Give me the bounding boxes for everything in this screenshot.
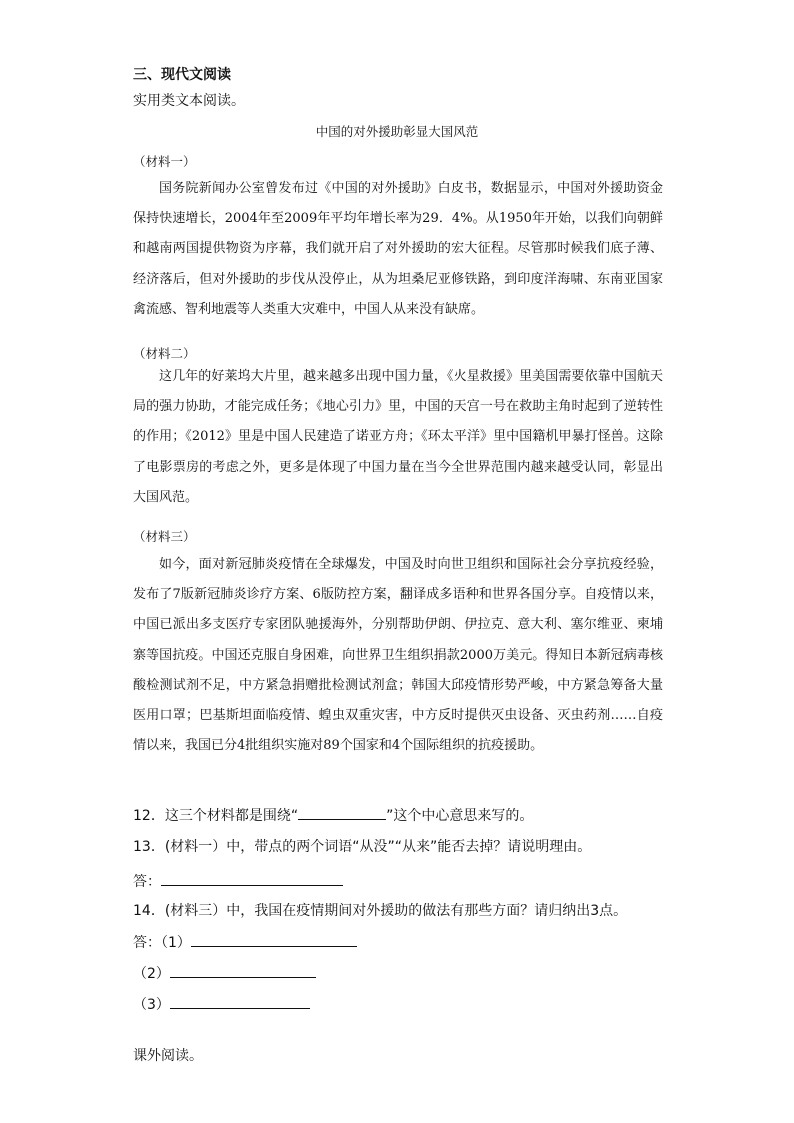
question-13-answer [133,870,343,891]
material-3-label: （材料三） [133,529,196,544]
question-13-answer-label: 答： [133,874,161,890]
material-2-text: 这几年的好莱坞大片里，越来越多出现中国力量，《火星救援》里美国需要依靠中国航天局的强力协助，才能完成任务；《地心引力》里，中国的天宫一号在救助主角时起到了逆转性的作用；《2012》里是中国人民建造了诺亚方舟；《环太平洋》里中国籍机甲暴打怪兽。这除了电影票房的考虑之外，更多是体现了中国力量在当今全世界范围内越来越受认同，彰显出大国风范。 [133,369,663,505]
question-14-answer-2 [133,962,316,983]
question-14-answer-3 [133,993,310,1014]
question-14-answer-1-blank[interactable] [191,931,357,947]
question-14-answer-1 [133,931,357,952]
question-14-answer-2-blank[interactable] [170,962,316,978]
question-14-answer-3-label: （3） [133,997,170,1013]
question-12-blank[interactable] [298,804,386,820]
material-3-text: 如今，面对新冠肺炎疫情在全球爆发，中国及时向世卫组织和国际社会分享抗疫经验，发布了7版新冠肺炎诊疗方案、6版防控方案，翻译成多语种和世界各国分享。自疫情以来，中国已派出多支医疗专家团队驰援海外，分别帮助伊朗、伊拉克、意大利、塞尔维亚、柬埔寨等国抗疫。中国还克服自身困难，向世界卫生组织捐款2000万美元。得知日本新冠病毒核酸检测试剂不足，中方紧急捐赠批检测试剂盒；韩国大邱疫情形势严峻，中方紧急筹备大量医用口罩；巴基斯坦面临疫情、蝗虫双重灾害，中方反时提供灭虫设备、灭虫药剂……自疫情以来，我国已分4批组织实施对89个国家和4个国际组织的抗疫援助。 [133,557,663,754]
question-12-suffix: ”这个中心意思来写的。 [386,808,534,824]
material-2-label: （材料二） [133,346,196,361]
question-14-answer-1-label: 答：（1） [133,935,191,951]
question-14-answer-2-label: （2） [133,966,170,982]
footer-text: 课外阅读。 [133,1048,203,1064]
question-12 [133,804,533,825]
question-12-prefix: 12．这三个材料都是围绕“ [133,808,299,824]
question-14: 14．(材料三）中，我国在疫情期间对外援助的做法有那些方面？请归纳出3点。 [133,903,628,919]
article-title: 中国的对外援助彰显大国风范 [315,124,479,139]
section-subtitle: 实用类文本阅读。 [133,93,245,109]
question-13: 13．(材料一）中，带点的两个词语“从没”“从来”能否去掉？请说明理由。 [133,839,592,855]
material-1-label: （材料一） [133,154,196,169]
question-13-answer-blank[interactable] [161,870,343,886]
question-14-answer-3-blank[interactable] [170,993,310,1009]
section-title: 三、现代文阅读 [133,67,231,83]
material-1-text: 国务院新闻办公室曾发布过《中国的对外援助》白皮书，数据显示，中国对外援助资金保持快速增长，2004年至2009年平均年增长率为29．4%。从1950年开始，以我们向朝鲜和越南两国提供物资为序幕，我们就开启了对外援助的宏大征程。尽管那时候我们底子薄、经济落后，但对外援助的步伐从没停止，从为坦桑尼亚修铁路，到印度洋海啸、东南亚国家禽流感、智利地震等人类重大灾难中，中国人从来没有缺席。 [133,181,663,317]
